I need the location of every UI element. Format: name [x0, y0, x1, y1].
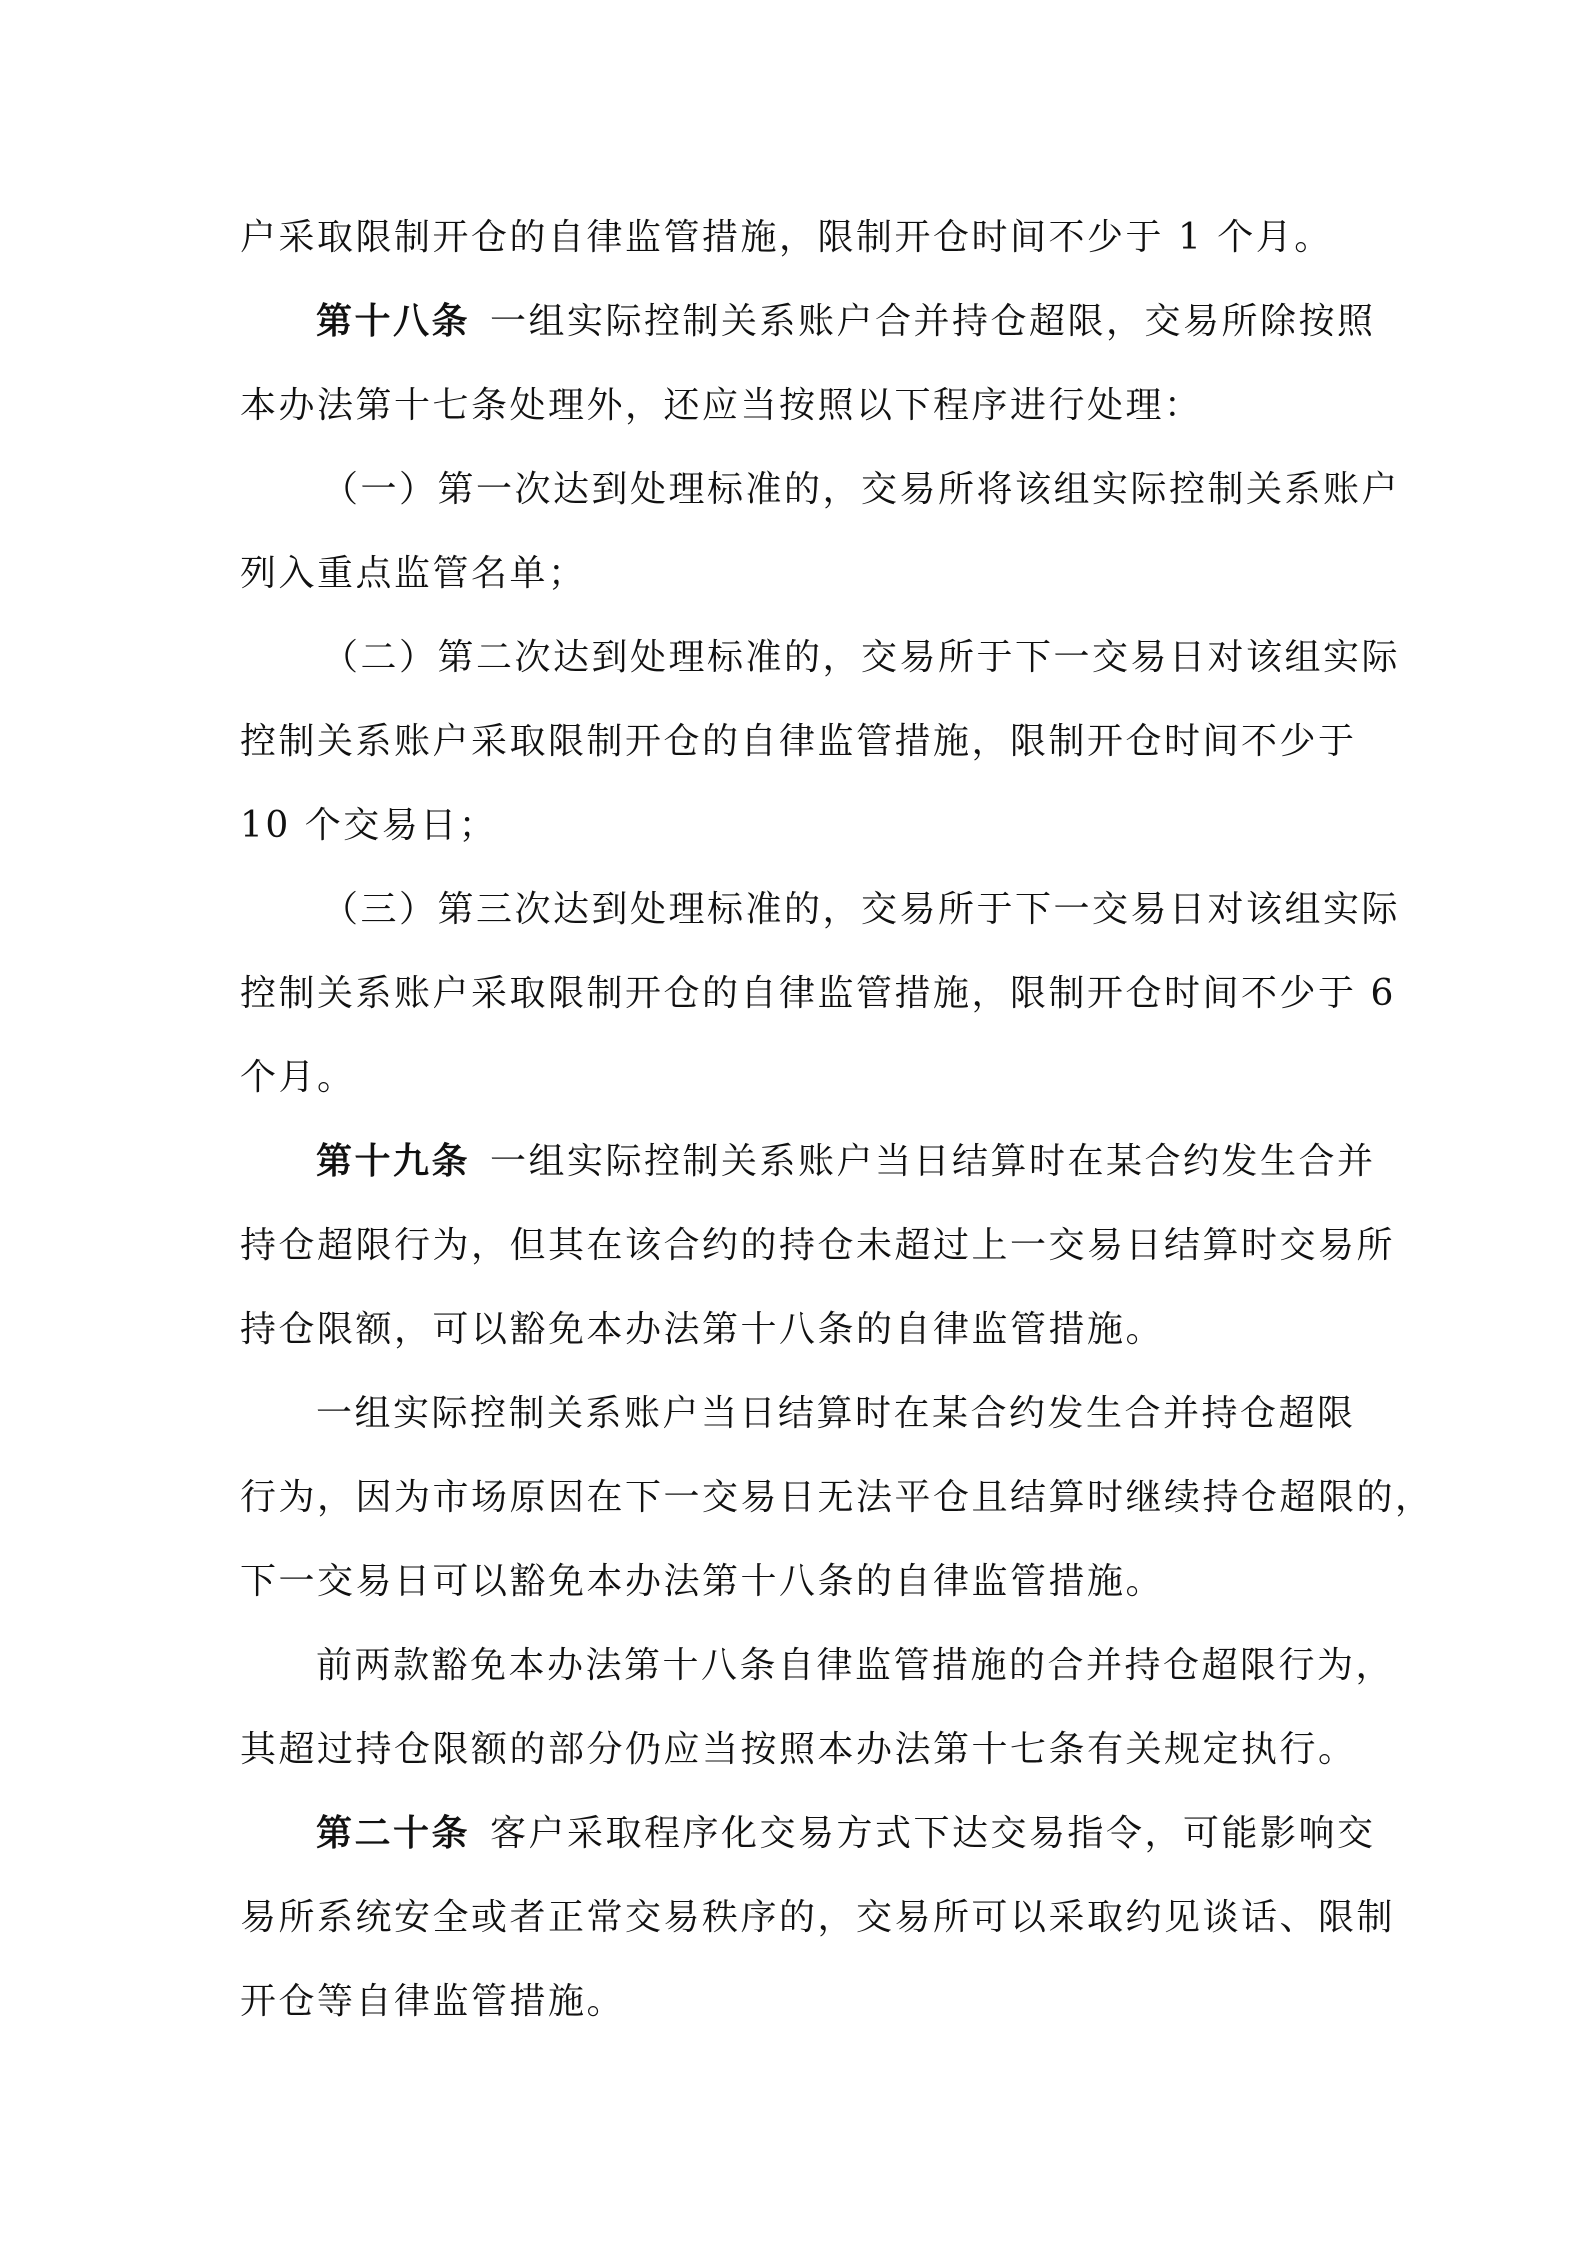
- paragraph-line: [240, 364, 1360, 448]
- line-text: 本办法第十七条处理外，还应当按照以下程序进行处理：: [240, 385, 1203, 426]
- line-text: 易所系统安全或者正常交易秩序的，交易所可以采取约见谈话、限制: [240, 1897, 1396, 1938]
- paragraph-line: [240, 1960, 1360, 2044]
- paragraph-line: [240, 700, 1360, 784]
- paragraph-line: [240, 1876, 1396, 1960]
- line-text: 开仓等自律监管措施。: [240, 1981, 626, 2022]
- line-text: 行为，因为市场原因在下一交易日无法平仓且结算时继续持仓超限的，: [240, 1477, 1434, 1518]
- line-text: 列入重点监管名单；: [240, 553, 587, 594]
- paragraph-line: [240, 1036, 1360, 1120]
- line-text: 一组实际控制关系账户当日结算时在某合约发生合并持仓超限: [316, 1393, 1356, 1434]
- paragraph-line: [240, 1288, 1360, 1372]
- paragraph-line: [240, 784, 1360, 868]
- line-text: 持仓限额，可以豁免本办法第十八条的自律监管措施。: [240, 1309, 1165, 1350]
- line-text: 下一交易日可以豁免本办法第十八条的自律监管措施。: [240, 1561, 1165, 1602]
- paragraph-line: [240, 532, 1360, 616]
- line-text: 前两款豁免本办法第十八条自律监管措施的合并持仓超限行为，: [316, 1645, 1395, 1686]
- line-text: 10 个交易日；: [240, 805, 498, 846]
- paragraph-line: [240, 1204, 1396, 1288]
- list-item-line: [240, 448, 1401, 532]
- article-number: 第十八条: [316, 301, 471, 342]
- line-text: 控制关系账户采取限制开仓的自律监管措施，限制开仓时间不少于: [240, 721, 1357, 762]
- line-text: （一）第一次达到处理标准的，交易所将该组实际控制关系账户: [322, 469, 1401, 510]
- article-number: 第十九条: [316, 1141, 471, 1182]
- line-text: 控制关系账户采取限制开仓的自律监管措施，限制开仓时间不少于 6: [240, 973, 1396, 1014]
- paragraph-line: [240, 1708, 1360, 1792]
- list-item-line: [240, 868, 1401, 952]
- line-text: 持仓超限行为，但其在该合约的持仓未超过上一交易日结算时交易所: [240, 1225, 1396, 1266]
- line-text: 一组实际控制关系账户合并持仓超限，交易所除按照: [490, 301, 1376, 342]
- line-text: 其超过持仓限额的部分仍应当按照本办法第十七条有关规定执行。: [240, 1729, 1357, 1770]
- paragraph-line: [240, 196, 1360, 280]
- document-body: [240, 196, 1434, 2044]
- line-text: 户采取限制开仓的自律监管措施，限制开仓时间不少于 1 个月。: [240, 217, 1333, 258]
- paragraph-line: [240, 1372, 1360, 1456]
- paragraph-line: [240, 1456, 1434, 1540]
- paragraph-line: [240, 952, 1396, 1036]
- list-item-line: [240, 616, 1401, 700]
- article-20-heading-line: [240, 1792, 1376, 1876]
- line-text: （三）第三次达到处理标准的，交易所于下一交易日对该组实际: [322, 889, 1401, 930]
- article-19-heading-line: [240, 1120, 1376, 1204]
- article-18-heading-line: [240, 280, 1376, 364]
- article-number: 第二十条: [316, 1813, 471, 1854]
- line-text: （二）第二次达到处理标准的，交易所于下一交易日对该组实际: [322, 637, 1401, 678]
- paragraph-line: [240, 1624, 1395, 1708]
- paragraph-line: [240, 1540, 1360, 1624]
- line-text: 个月。: [240, 1057, 356, 1098]
- line-text: 一组实际控制关系账户当日结算时在某合约发生合并: [490, 1141, 1376, 1182]
- line-text: 客户采取程序化交易方式下达交易指令，可能影响交: [490, 1813, 1376, 1854]
